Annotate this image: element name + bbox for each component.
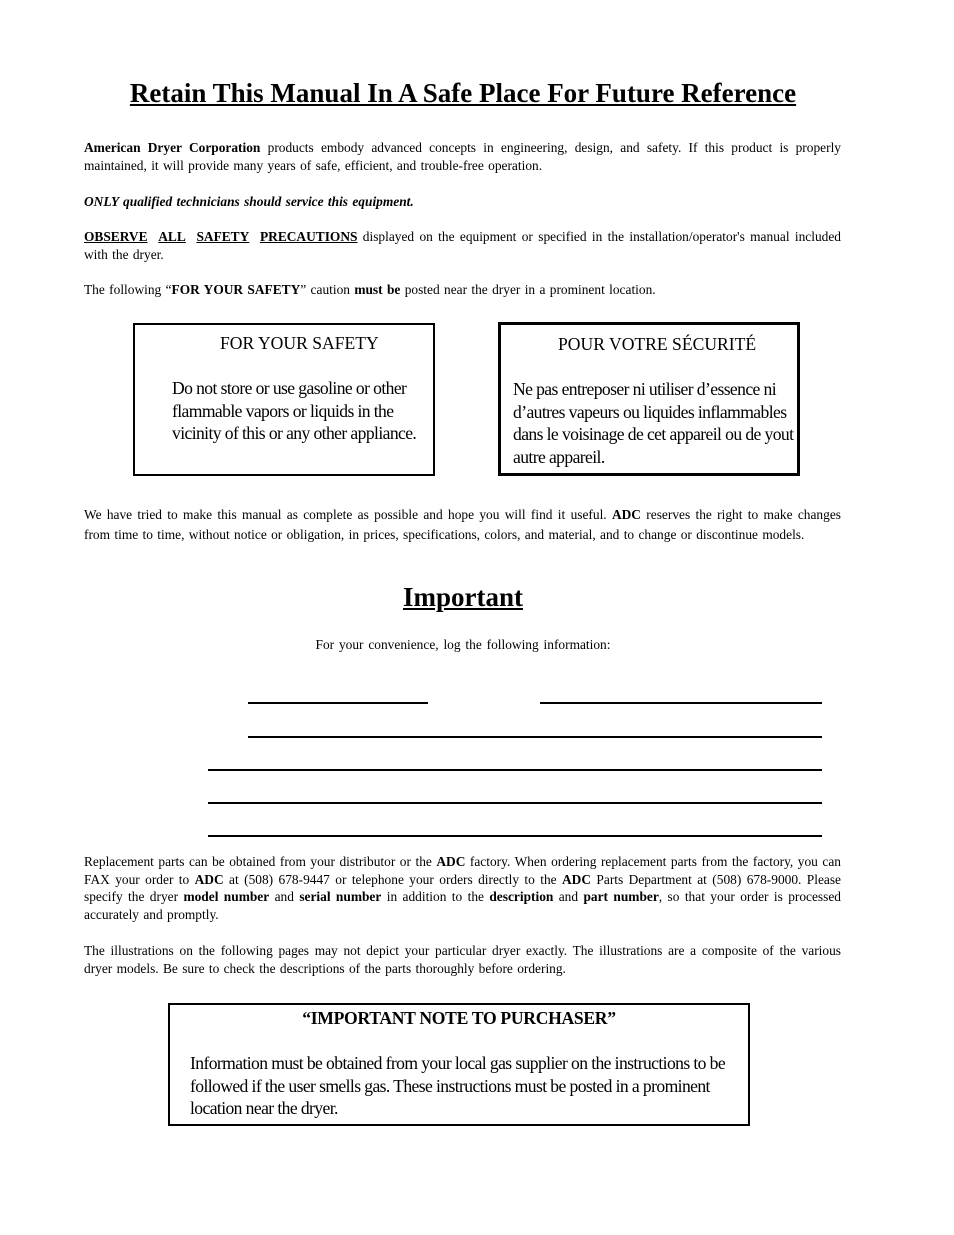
- qualified-technicians-note: ONLY qualified technicians should service this equipment.: [84, 194, 414, 209]
- replacement-bold: ADC: [194, 871, 224, 887]
- replacement-bold: model number: [183, 889, 270, 905]
- precautions-word: PRECAUTIONS: [259, 229, 358, 244]
- observe-text: displayed on the equipment or specified in the installation/operator's manual included with the dryer.: [84, 229, 842, 262]
- log-line-2: [248, 736, 822, 738]
- company-name: American Dryer Corporation: [84, 140, 261, 155]
- disclaimer-paragraph: [84, 505, 841, 544]
- replacement-text: and: [553, 889, 584, 905]
- important-heading: Important: [403, 582, 523, 612]
- log-line-1-left: [248, 702, 428, 704]
- disclaimer-post: reserves the right to make changes from time to time, without notice or obligation, in prices, specifications, colors, and material, and to change or discontinue models.: [84, 507, 841, 542]
- safety-box-english-body: Do not store or use gasoline or other flammable vapors or liquids in the vicinity of this or any other appliance.: [172, 378, 417, 443]
- replacement-text: in addition to the: [381, 889, 490, 905]
- replacement-bold: part number: [583, 889, 659, 905]
- intro-paragraph: [84, 139, 841, 175]
- page-title: Retain This Manual In A Safe Place For Future Reference: [129, 78, 797, 108]
- replacement-bold: serial number: [299, 889, 382, 905]
- following-pre: The following “: [84, 282, 172, 297]
- observe-paragraph: [84, 228, 841, 264]
- replacement-text: Parts Department at (508) 678-9000. Please specify the dryer: [84, 871, 842, 905]
- replacement-text: and: [269, 889, 300, 905]
- safety-box-english: [133, 323, 435, 476]
- illustrations-paragraph: The illustrations on the following pages may not depict your particular dryer exactly. The illustrations are a composite of the various dryer models. Be sure to check the descriptions of the parts thoroughly before ordering.: [84, 943, 841, 976]
- following-bold-must: must be: [354, 282, 401, 297]
- replacement-text: , so that your order is processed accurately and promptly.: [84, 889, 841, 922]
- safety-box-french-title: POUR VOTRE SÉCURITÉ: [558, 334, 757, 354]
- replacement-parts-paragraph: [84, 853, 841, 923]
- following-caution-paragraph: [84, 281, 841, 299]
- safety-box-english-title: FOR YOUR SAFETY: [220, 333, 379, 353]
- replacement-text: Replacement parts can be obtained from your distributor or the: [84, 854, 437, 869]
- log-line-5: [208, 835, 822, 837]
- all-word: ALL: [158, 229, 186, 244]
- purchaser-note-body: Information must be obtained from your local gas supplier on the instructions to be followed if the user smells gas. These instructions must be posted in a prominent location near the dryer.: [190, 1053, 726, 1118]
- purchaser-note-title: “IMPORTANT NOTE TO PURCHASER”: [302, 1008, 616, 1028]
- following-mid: ” caution: [300, 282, 355, 297]
- intro-text: products embody advanced concepts in engineering, design, and safety. If this product is properly maintained, it will provide many years of safe, efficient, and trouble-free operation.: [84, 140, 841, 173]
- disclaimer-adc: ADC: [611, 507, 641, 522]
- replacement-bold: ADC: [562, 871, 592, 887]
- safety-box-french-body: Ne pas entreposer ni utiliser d’essence ni d’autres vapeurs ou liquides inflammables dans le voisinage de cet appareil ou de yout autre appareil.: [513, 379, 794, 467]
- following-bold-safety: FOR YOUR SAFETY: [171, 282, 301, 297]
- disclaimer-pre: We have tried to make this manual as complete as possible and hope you will find it useful.: [84, 507, 612, 522]
- purchaser-note-box: [168, 1003, 750, 1126]
- log-line-1-right: [540, 702, 822, 704]
- safety-box-french: [498, 322, 800, 476]
- replacement-text: factory. When ordering replacement parts from the factory, you can FAX your order to: [84, 854, 841, 887]
- observe-word: OBSERVE: [84, 229, 148, 244]
- replacement-text: at (508) 678-9447 or telephone your orders directly to the: [223, 871, 563, 887]
- safety-word: SAFETY: [196, 229, 250, 244]
- replacement-bold: description: [489, 889, 554, 905]
- following-post: posted near the dryer in a prominent location.: [400, 282, 656, 297]
- log-line-4: [208, 802, 822, 804]
- replacement-bold: ADC: [436, 854, 466, 869]
- log-prompt: For your convenience, log the following information:: [315, 637, 611, 652]
- log-line-3: [208, 769, 822, 771]
